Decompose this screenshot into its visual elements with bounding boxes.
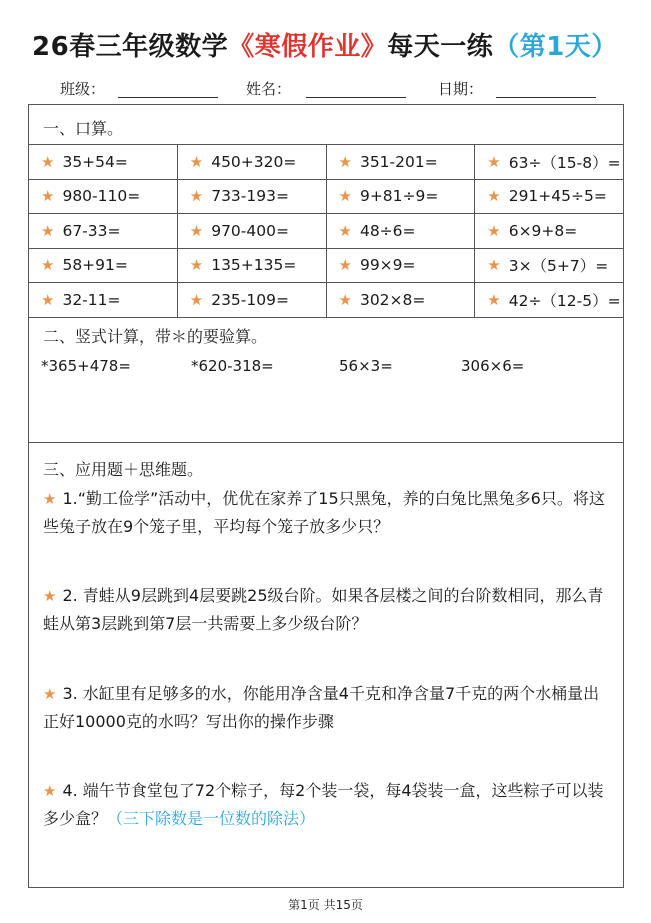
student-info — [60, 78, 620, 100]
oral-cell — [178, 145, 327, 179]
oral-expression: 291+45÷5= — [508, 187, 607, 206]
star-icon: ★ — [487, 221, 501, 240]
oral-expression: 3×（5+7）= — [508, 257, 609, 276]
star-icon: ★ — [338, 187, 352, 206]
title-highlight: 《寒假作业》 — [228, 32, 388, 62]
oral-row — [29, 249, 623, 284]
oral-cell — [475, 214, 623, 248]
oral-expression: 302×8= — [359, 290, 426, 309]
vertical-item: 56×3= — [339, 357, 393, 375]
oral-cell — [475, 283, 623, 317]
date-blank[interactable] — [496, 97, 596, 98]
oral-expression: 99×9= — [359, 256, 416, 275]
oral-expression: 9+81÷9= — [359, 187, 439, 206]
star-icon: ★ — [338, 290, 352, 309]
class-label: 班级： — [60, 80, 106, 98]
oral-cell — [29, 283, 178, 317]
oral-cell — [475, 180, 623, 214]
oral-row — [29, 283, 623, 318]
vertical-item: 306×6= — [461, 357, 525, 375]
star-icon: ★ — [338, 256, 352, 275]
oral-row — [29, 145, 623, 180]
page-title — [32, 26, 632, 66]
oral-cell — [327, 249, 476, 283]
oral-expression: 733-193= — [211, 187, 289, 206]
oral-expression: 58+91= — [62, 256, 128, 275]
oral-cell — [178, 283, 327, 317]
star-icon: ★ — [487, 187, 501, 206]
oral-cell — [327, 145, 476, 179]
oral-heading: 一、口算。 — [43, 119, 124, 138]
star-icon: ★ — [41, 152, 55, 171]
date-label: 日期： — [438, 80, 484, 98]
star-icon: ★ — [41, 256, 55, 275]
page-footer: 第1页 共15页 — [288, 898, 363, 912]
star-icon: ★ — [41, 221, 55, 240]
oral-expression: 35+54= — [62, 152, 128, 171]
worksheet — [28, 104, 624, 888]
star-icon: ★ — [487, 256, 501, 275]
star-icon: ★ — [43, 490, 57, 508]
problem-text: 2. 青蛙从9层跳到4层要跳25级台阶。如果各层楼之间的台阶数相同，那么青蛙从第3层跳到第7层一共需要上多少级台阶？ — [43, 586, 604, 633]
star-icon: ★ — [43, 782, 57, 800]
oral-expression: 235-109= — [211, 290, 289, 309]
problem-hint: （三下除数是一位数的除法） — [107, 809, 316, 828]
oral-cell — [29, 145, 178, 179]
star-icon: ★ — [189, 221, 204, 240]
oral-row — [29, 214, 623, 249]
oral-expression: 970-400= — [211, 221, 289, 240]
oral-cell — [327, 283, 476, 317]
problem-text: 1.“勤工俭学”活动中，优优在家养了15只黑兔，养的白兔比黑兔多6只。将这些兔子放在9个笼子里，平均每个笼子放多少只？ — [43, 489, 605, 536]
vertical-item: *620-318= — [191, 357, 274, 375]
star-icon: ★ — [189, 290, 204, 309]
oral-cell — [178, 249, 327, 283]
oral-cell — [29, 249, 178, 283]
oral-cell — [178, 214, 327, 248]
oral-cell — [29, 180, 178, 214]
problem-text: 4. 端午节食堂包了72个粽子，每2个装一袋，每4袋装一盒，这些粽子可以装多少盒？ — [43, 781, 604, 828]
name-label: 姓名： — [246, 80, 292, 98]
star-icon: ★ — [43, 587, 57, 605]
star-icon: ★ — [189, 152, 204, 171]
star-icon: ★ — [487, 152, 501, 171]
star-icon: ★ — [338, 152, 352, 171]
oral-expression: 6×9+8= — [508, 221, 578, 240]
vertical-heading: 二、竖式计算，带＊的要验算。 — [43, 327, 268, 346]
oral-cell — [327, 180, 476, 214]
class-blank[interactable] — [118, 97, 218, 98]
name-blank[interactable] — [306, 97, 406, 98]
star-icon: ★ — [41, 290, 55, 309]
vertical-item: *365+478= — [41, 357, 131, 375]
oral-expression: 63÷（15-8）= — [508, 153, 621, 172]
oral-cell — [327, 214, 476, 248]
problem-3 — [43, 680, 613, 735]
oral-cell — [475, 145, 623, 179]
oral-expression: 351-201= — [359, 152, 438, 171]
star-icon: ★ — [189, 187, 204, 206]
problem-4 — [43, 777, 613, 832]
star-icon: ★ — [43, 685, 57, 703]
star-icon: ★ — [189, 256, 204, 275]
oral-row — [29, 180, 623, 215]
oral-expression: 450+320= — [211, 152, 297, 171]
star-icon: ★ — [338, 221, 352, 240]
star-icon: ★ — [41, 187, 55, 206]
problem-text: 3. 水缸里有足够多的水，你能用净含量4千克和净含量7千克的两个水桶量出正好10000克的水吗？写出你的操作步骤 — [43, 684, 600, 731]
oral-expression: 135+135= — [211, 256, 297, 275]
oral-expression: 67-33= — [62, 221, 121, 240]
title-suffix: 每天一练 — [387, 32, 494, 62]
problem-1 — [43, 485, 613, 540]
oral-expression: 48÷6= — [359, 221, 416, 240]
title-day: （第1天） — [493, 32, 618, 62]
title-prefix: 26春三年级数学 — [32, 32, 229, 62]
oral-expression: 42÷（12-5）= — [508, 291, 621, 310]
oral-expression: 980-110= — [62, 187, 141, 206]
applied-heading: 三、应用题＋思维题。 — [43, 460, 204, 479]
oral-expression: 32-11= — [62, 290, 121, 309]
oral-cell — [475, 249, 623, 283]
oral-grid — [29, 144, 623, 318]
star-icon: ★ — [487, 290, 501, 309]
oral-cell — [29, 214, 178, 248]
oral-cell — [178, 180, 327, 214]
problem-2 — [43, 582, 613, 637]
vertical-section — [29, 327, 623, 443]
